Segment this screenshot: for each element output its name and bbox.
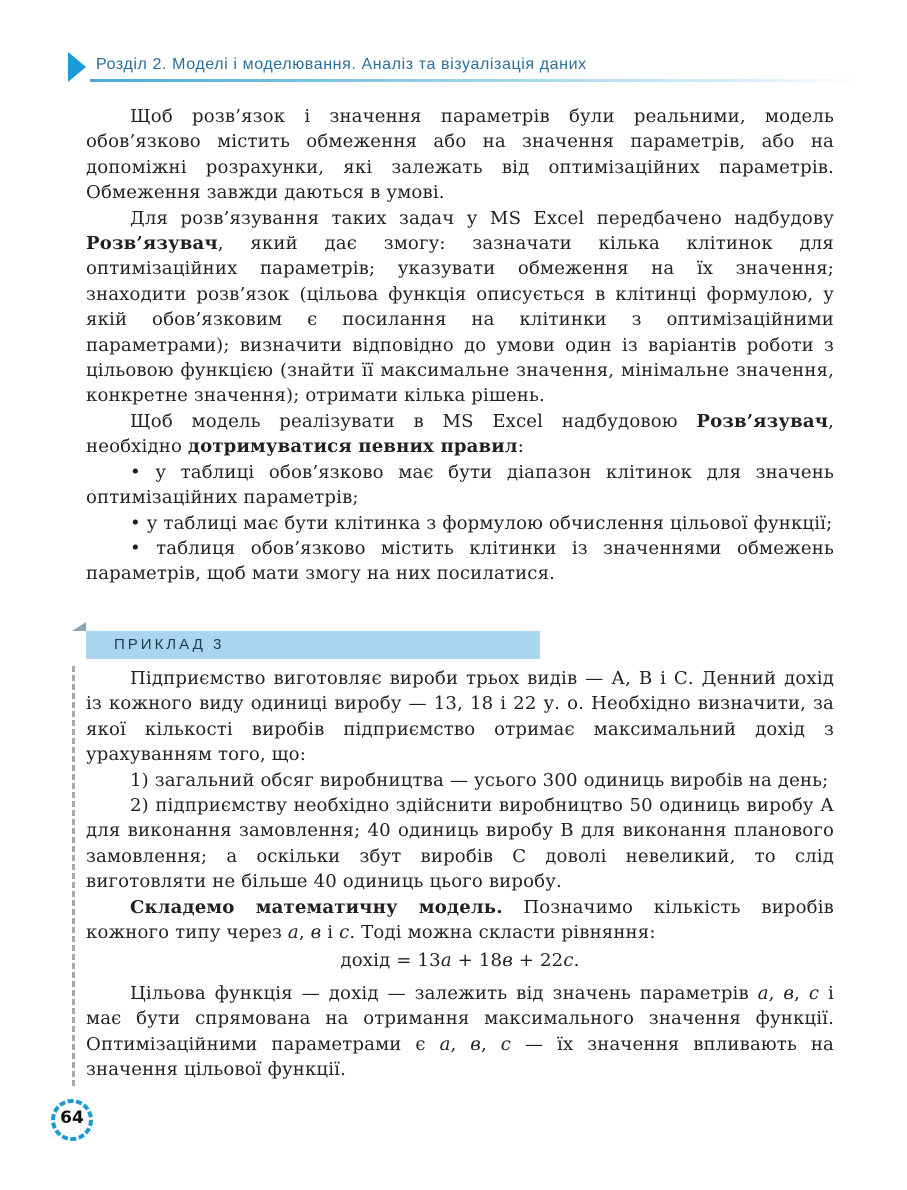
example-condition-2: 2) підприємству необхідно здійснити виробництво 50 одиниць виробу А для виконання замовлення; 40 одиниць виробу В для виконання планового замовлення; а оскільки збут виробів С доволі невеликий, то слід виготовляти не більше 40 одиниць цього виробу. bbox=[86, 795, 834, 893]
rule-item: • таблиця обов’язково містить клітинки із значеннями обмежень параметрів, щоб мати змогу на них посилатися. bbox=[86, 537, 834, 585]
header-divider bbox=[90, 79, 860, 82]
chapter-title: Розділ 2. Моделі і моделювання. Аналіз та візуалізація даних bbox=[96, 56, 587, 73]
rule-item: • у таблиці має бути клітинка з формулою обчислення цільової функції; bbox=[130, 512, 833, 534]
solver-term: Розв’язувач bbox=[696, 410, 829, 432]
paragraph-constraints: Щоб розв’язок і значення параметрів були реальними, модель обов’язково містить обмеження або на значення параметрів, або на допоміжні розрахунки, які залежать від оптимізаційних параметрів. Обмеження завжди даються в умові. bbox=[86, 106, 834, 204]
page-number: 64 bbox=[60, 1108, 84, 1128]
income-equation: дохід = 13а + 18в + 22с. bbox=[340, 950, 580, 972]
example-bar-corner bbox=[72, 622, 86, 631]
example-dashed-margin bbox=[72, 666, 75, 1086]
page-header bbox=[68, 48, 868, 82]
example-label: ПРИКЛАД 3 bbox=[114, 636, 225, 653]
objective-paragraph: Цільова функція — дохід — залежить від значень параметрів а, в, с і має бути спрямована на отримання максимального значення функції. Оптимізаційними параметрами є а, в, с — їх значення впливають на значення цільової функції. bbox=[86, 982, 834, 1081]
example-heading bbox=[86, 631, 540, 659]
intro-text bbox=[86, 104, 834, 587]
rules-term: дотримуватися певних правил bbox=[187, 436, 518, 458]
example-condition-1: 1) загальний обсяг виробництва — усього 300 одиниць виробів на день; bbox=[130, 769, 829, 791]
paragraph-solver: Для розв’язування таких задач у MS Excel передбачено надбудову Розв’язувач, який дає змогу: зазначати кілька клітинок для оптимізаційних параметрів; указувати обмеження на їх значення; знаходити розв’язок (цільова функція описується в клітинці формулою, у якій обов’язковим є посилання на клітинки з оптимізаційними параметрами); визначити відповідно до умови один із варіантів роботи з цільовою функцією (знайти її максимальне значення, мінімальне значення, конкретне значення); отримати кілька рішень. bbox=[86, 207, 834, 407]
page-number-badge bbox=[49, 1097, 95, 1143]
example-text bbox=[86, 666, 834, 1083]
solver-term: Розв’язувач bbox=[86, 233, 218, 255]
example-statement: Підприємство виготовляє вироби трьох видів — А, В і С. Денний дохід із кожного виду одиниці виробу — 13, 18 і 22 у. о. Необхідно визначити, за якої кількості виробів підприємство отримає максимальний дохід з урахуванням того, що: bbox=[86, 668, 834, 766]
paragraph-rules: Щоб модель реалізувати в MS Excel надбудовою Розв’язувач, необхідно дотримуватися певних правил: bbox=[86, 410, 834, 458]
model-paragraph: Складемо математичну модель. Позначимо кількість виробів кожного типу через а, в і с. Тоді можна скласти рівняння: bbox=[86, 896, 835, 944]
chapter-arrow-icon bbox=[68, 52, 86, 82]
rule-item: • у таблиці обов’язково має бути діапазон клітинок для значень оптимізаційних параметрів; bbox=[86, 461, 834, 509]
